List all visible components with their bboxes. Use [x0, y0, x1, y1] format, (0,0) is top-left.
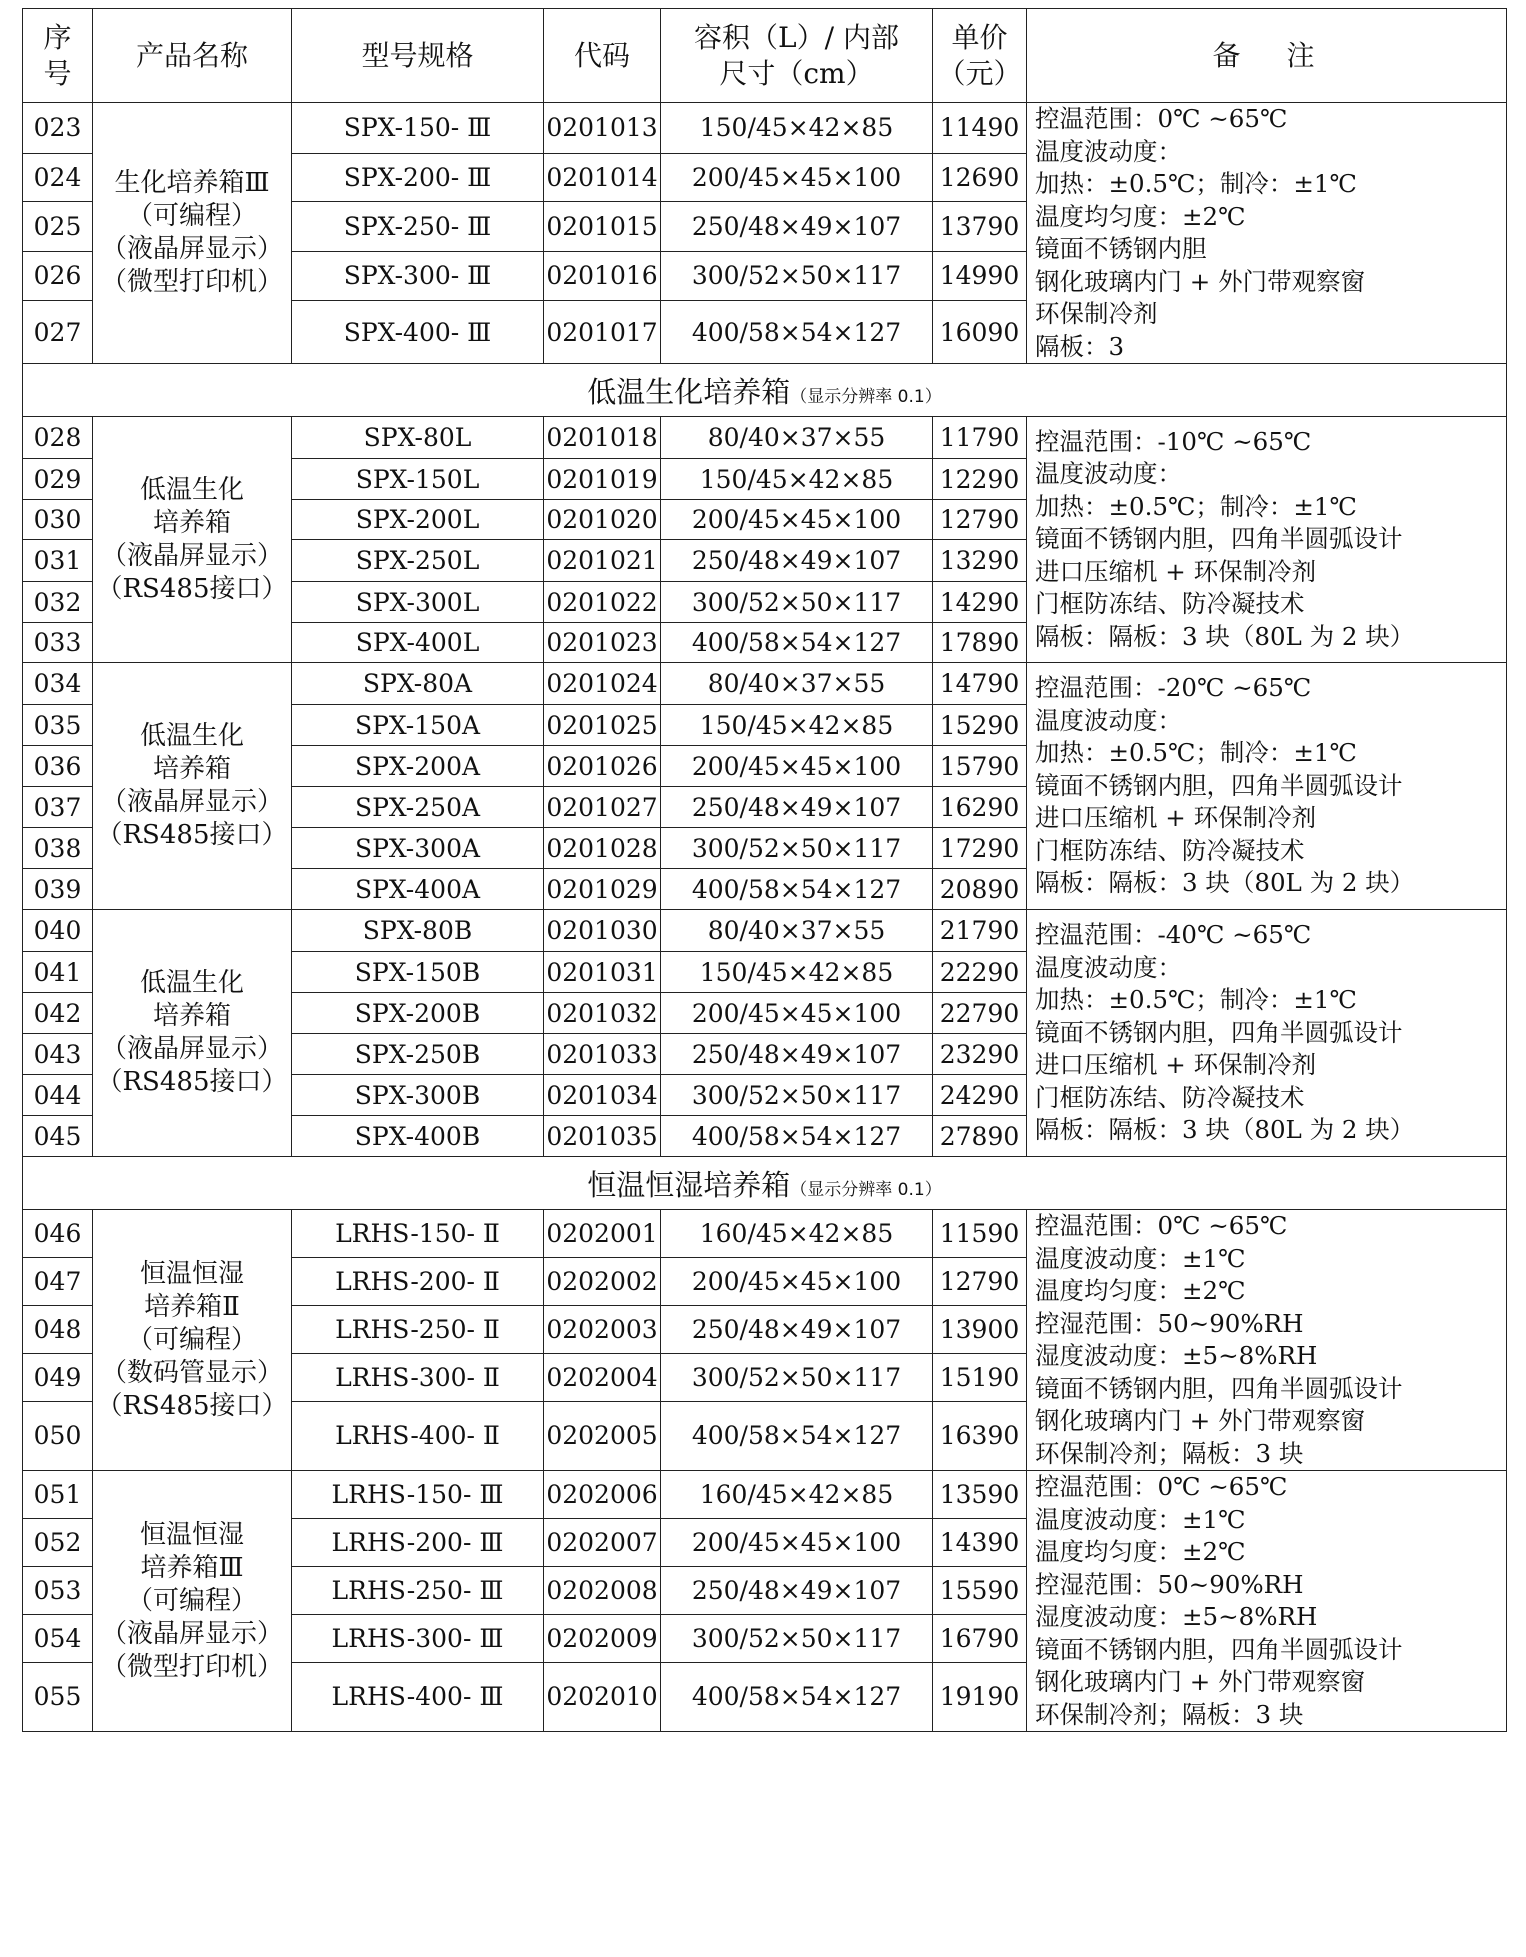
header-price-line: 单价: [951, 20, 1008, 54]
row-model: SPX-300L: [292, 582, 544, 623]
header-remark: 备注: [1027, 9, 1507, 103]
row-code: 0201026: [544, 746, 661, 787]
remark-line: 进口压缩机 + 环保制冷剂: [1035, 803, 1317, 833]
remark-cell: [1027, 417, 1507, 663]
row-capacity: 80/40×37×55: [661, 417, 933, 459]
row-model: SPX-250B: [292, 1034, 544, 1075]
remark-line: 环保制冷剂；隔板：3 块: [1035, 1699, 1304, 1729]
row-price: 14390: [933, 1518, 1027, 1566]
row-capacity: 250/48×49×107: [661, 540, 933, 582]
row-code: 0202009: [544, 1614, 661, 1662]
remark-line: 镜面不锈钢内胆，四角半圆弧设计: [1035, 1634, 1403, 1664]
row-model: LRHS-200- Ⅱ: [292, 1257, 544, 1305]
row-no: 041: [23, 952, 93, 993]
row-price: 13590: [933, 1471, 1027, 1519]
product-name-line: （微型打印机）: [100, 1651, 283, 1682]
row-code: 0202002: [544, 1257, 661, 1305]
row-price: 15290: [933, 705, 1027, 746]
row-model: LRHS-300- Ⅲ: [292, 1614, 544, 1662]
remark-line: 环保制冷剂: [1035, 299, 1158, 328]
row-no: 034: [23, 663, 93, 705]
row-price: 22790: [933, 993, 1027, 1034]
header-no-line: 序: [43, 20, 72, 54]
product-name-line: 低温生化: [139, 721, 244, 751]
row-price: 13790: [933, 202, 1027, 252]
row-model: SPX-150B: [292, 952, 544, 993]
product-name: [93, 103, 292, 364]
row-no: 023: [23, 103, 93, 154]
row-model: LRHS-300- Ⅱ: [292, 1353, 544, 1401]
table-row: [23, 417, 1507, 459]
row-no: 038: [23, 828, 93, 869]
row-no: 036: [23, 746, 93, 787]
row-model: SPX-80A: [292, 663, 544, 705]
product-name-line: 恒温恒湿: [139, 1519, 244, 1550]
remark-line: 湿度波动度：±5~8%RH: [1035, 1602, 1318, 1631]
row-model: SPX-200L: [292, 500, 544, 540]
section-title-cell: [23, 1157, 1507, 1210]
row-code: 0201019: [544, 459, 661, 500]
row-capacity: 160/45×42×85: [661, 1210, 933, 1258]
row-capacity: 150/45×42×85: [661, 459, 933, 500]
product-name-line: （数码管显示）: [100, 1357, 283, 1388]
row-capacity: 200/45×45×100: [661, 746, 933, 787]
row-model: SPX-80L: [292, 417, 544, 459]
row-capacity: 250/48×49×107: [661, 202, 933, 252]
row-model: SPX-80B: [292, 910, 544, 952]
product-name: [93, 1471, 292, 1732]
row-code: 0201014: [544, 153, 661, 201]
remark-line: 温度波动度：: [1035, 705, 1182, 735]
remark-line: 控温范围：-20℃ ~65℃: [1035, 673, 1312, 703]
row-model: SPX-400- Ⅲ: [292, 301, 544, 364]
row-capacity: 80/40×37×55: [661, 910, 933, 952]
section-title-cell: [23, 364, 1507, 417]
product-name-line: （液晶屏显示）: [100, 234, 283, 264]
remark-cell: [1027, 910, 1507, 1157]
row-model: LRHS-400- Ⅲ: [292, 1662, 544, 1731]
row-no: 046: [23, 1210, 93, 1258]
remark-line: 门框防冻结、防冷凝技术: [1035, 589, 1305, 619]
remark-line: 镜面不锈钢内胆: [1035, 234, 1207, 263]
row-price: 23290: [933, 1034, 1027, 1075]
row-price: 16790: [933, 1614, 1027, 1662]
row-price: 13290: [933, 540, 1027, 582]
remark-line: 控温范围：0℃ ~65℃: [1035, 104, 1288, 133]
row-price: 21790: [933, 910, 1027, 952]
row-no: 052: [23, 1518, 93, 1566]
product-name-line: （RS485接口）: [96, 573, 288, 604]
product-name-line: （微型打印机）: [100, 267, 283, 297]
remark-line: 钢化玻璃内门 + 外门带观察窗: [1035, 1406, 1366, 1435]
row-model: LRHS-150- Ⅲ: [292, 1471, 544, 1519]
remark-line: 隔板：3: [1035, 331, 1125, 361]
remark-line: 钢化玻璃内门 + 外门带观察窗: [1035, 1667, 1366, 1696]
remark-line: 加热：±0.5℃；制冷：±1℃: [1035, 738, 1357, 768]
row-code: 0202008: [544, 1566, 661, 1614]
row-code: 0201016: [544, 251, 661, 301]
row-code: 0202004: [544, 1353, 661, 1401]
row-price: 13900: [933, 1305, 1027, 1353]
row-price: 14990: [933, 251, 1027, 301]
row-price: 12690: [933, 153, 1027, 201]
remark-line: 镜面不锈钢内胆，四角半圆弧设计: [1035, 1017, 1403, 1047]
remark-cell: [1027, 1210, 1507, 1471]
row-price: 17290: [933, 828, 1027, 869]
row-capacity: 300/52×50×117: [661, 1614, 933, 1662]
remark-line: 镜面不锈钢内胆，四角半圆弧设计: [1035, 1373, 1403, 1403]
remark-line: 进口压缩机 + 环保制冷剂: [1035, 556, 1317, 586]
row-no: 048: [23, 1305, 93, 1353]
row-code: 0201032: [544, 993, 661, 1034]
remark-line: 隔板：隔板：3 块（80L 为 2 块）: [1035, 868, 1415, 898]
product-name-line: （液晶屏显示）: [100, 787, 283, 817]
header-code: 代码: [544, 9, 661, 103]
remark-line: 温度波动度：±1℃: [1035, 1504, 1246, 1534]
remark-line: 镜面不锈钢内胆，四角半圆弧设计: [1035, 524, 1403, 554]
row-model: SPX-250L: [292, 540, 544, 582]
row-model: SPX-400A: [292, 869, 544, 910]
header-no: [23, 9, 93, 103]
row-price: 14790: [933, 663, 1027, 705]
section-title: 低温生化培养箱: [587, 374, 791, 409]
row-model: SPX-150- Ⅲ: [292, 103, 544, 154]
row-capacity: 200/45×45×100: [661, 1518, 933, 1566]
product-name-line: 恒温恒湿: [139, 1258, 244, 1289]
row-no: 055: [23, 1662, 93, 1731]
remark-line: 环保制冷剂；隔板：3 块: [1035, 1438, 1304, 1468]
row-capacity: 250/48×49×107: [661, 1305, 933, 1353]
row-capacity: 300/52×50×117: [661, 1075, 933, 1116]
header-row: [23, 9, 1507, 103]
product-name-line: （可编程）: [126, 1324, 257, 1355]
row-no: 054: [23, 1614, 93, 1662]
row-code: 0201021: [544, 540, 661, 582]
row-model: SPX-400B: [292, 1116, 544, 1157]
product-name-line: 低温生化: [139, 474, 244, 505]
row-capacity: 150/45×42×85: [661, 705, 933, 746]
product-name-line: （液晶屏显示）: [100, 1034, 283, 1064]
row-capacity: 300/52×50×117: [661, 582, 933, 623]
row-no: 028: [23, 417, 93, 459]
row-code: 0201020: [544, 500, 661, 540]
row-capacity: 150/45×42×85: [661, 952, 933, 993]
remark-line: 温度波动度：±1℃: [1035, 1243, 1246, 1273]
product-name: [93, 1210, 292, 1471]
row-capacity: 300/52×50×117: [661, 828, 933, 869]
row-model: SPX-250- Ⅲ: [292, 202, 544, 252]
product-name: [93, 663, 292, 910]
product-name-line: （液晶屏显示）: [100, 1618, 283, 1649]
row-no: 033: [23, 623, 93, 663]
table-row: [23, 1471, 1507, 1519]
row-price: 11590: [933, 1210, 1027, 1258]
row-capacity: 200/45×45×100: [661, 1257, 933, 1305]
header-capacity-line: 尺寸（cm）: [719, 56, 874, 90]
remark-cell: [1027, 663, 1507, 910]
remark-line: 门框防冻结、防冷凝技术: [1035, 1082, 1305, 1112]
section-title: 恒温恒湿培养箱: [587, 1167, 791, 1202]
row-model: LRHS-400- Ⅱ: [292, 1401, 544, 1470]
row-code: 0201034: [544, 1075, 661, 1116]
row-model: SPX-150L: [292, 459, 544, 500]
row-no: 030: [23, 500, 93, 540]
row-code: 0201015: [544, 202, 661, 252]
remark-line: 进口压缩机 + 环保制冷剂: [1035, 1050, 1317, 1080]
table-row: [23, 103, 1507, 154]
row-price: 15590: [933, 1566, 1027, 1614]
row-code: 0201029: [544, 869, 661, 910]
product-name-line: 培养箱Ⅲ: [140, 1552, 244, 1583]
row-code: 0201025: [544, 705, 661, 746]
row-price: 15190: [933, 1353, 1027, 1401]
remark-line: 加热：±0.5℃；制冷：±1℃: [1035, 985, 1357, 1015]
row-no: 025: [23, 202, 93, 252]
row-capacity: 150/45×42×85: [661, 103, 933, 154]
remark-line: 温度均匀度：±2℃: [1035, 201, 1246, 231]
remark-line: 温度均匀度：±2℃: [1035, 1276, 1246, 1305]
row-no: 027: [23, 301, 93, 364]
row-code: 0201017: [544, 301, 661, 364]
header-price-line: （元）: [937, 56, 1022, 90]
header-name: 产品名称: [93, 9, 292, 103]
product-name-line: 培养箱: [152, 754, 231, 784]
section-note: （显示分辨率 0.1）: [790, 1179, 942, 1200]
row-capacity: 400/58×54×127: [661, 1662, 933, 1731]
product-name-line: （RS485接口）: [96, 820, 288, 850]
remark-line: 隔板：隔板：3 块（80L 为 2 块）: [1035, 621, 1415, 651]
remark-line: 加热：±0.5℃；制冷：±1℃: [1035, 169, 1357, 198]
product-name-line: （液晶屏显示）: [100, 540, 283, 571]
section-row: [23, 1157, 1507, 1210]
product-name-line: （可编程）: [126, 1585, 257, 1616]
product-name-line: 生化培养箱Ⅲ: [114, 168, 270, 198]
row-capacity: 250/48×49×107: [661, 1566, 933, 1614]
remark-line: 控湿范围：50~90%RH: [1035, 1308, 1304, 1338]
remark-line: 温度均匀度：±2℃: [1035, 1537, 1246, 1566]
row-price: 24290: [933, 1075, 1027, 1116]
row-price: 16390: [933, 1401, 1027, 1470]
remark-cell: [1027, 103, 1507, 364]
remark-line: 控温范围：-10℃ ~65℃: [1035, 426, 1312, 456]
row-code: 0201018: [544, 417, 661, 459]
row-capacity: 200/45×45×100: [661, 993, 933, 1034]
row-capacity: 400/58×54×127: [661, 869, 933, 910]
row-code: 0202006: [544, 1471, 661, 1519]
row-model: SPX-300- Ⅲ: [292, 251, 544, 301]
row-no: 026: [23, 251, 93, 301]
remark-line: 温度波动度：: [1035, 952, 1182, 982]
row-code: 0201033: [544, 1034, 661, 1075]
row-no: 040: [23, 910, 93, 952]
row-capacity: 400/58×54×127: [661, 301, 933, 364]
row-no: 042: [23, 993, 93, 1034]
row-code: 0202010: [544, 1662, 661, 1731]
row-model: SPX-300B: [292, 1075, 544, 1116]
row-code: 0202005: [544, 1401, 661, 1470]
row-capacity: 300/52×50×117: [661, 251, 933, 301]
row-price: 16290: [933, 787, 1027, 828]
row-model: SPX-150A: [292, 705, 544, 746]
row-model: SPX-400L: [292, 623, 544, 663]
row-price: 11790: [933, 417, 1027, 459]
row-model: LRHS-250- Ⅲ: [292, 1566, 544, 1614]
section-row: [23, 364, 1507, 417]
row-no: 053: [23, 1566, 93, 1614]
row-capacity: 200/45×45×100: [661, 153, 933, 201]
row-capacity: 160/45×42×85: [661, 1471, 933, 1519]
row-price: 12290: [933, 459, 1027, 500]
row-no: 043: [23, 1034, 93, 1075]
product-name-line: 培养箱: [152, 507, 231, 538]
row-model: LRHS-150- Ⅱ: [292, 1210, 544, 1258]
header-no-line: 号: [43, 56, 72, 90]
row-capacity: 250/48×49×107: [661, 1034, 933, 1075]
row-price: 17890: [933, 623, 1027, 663]
row-code: 0201024: [544, 663, 661, 705]
row-model: LRHS-250- Ⅱ: [292, 1305, 544, 1353]
product-name-line: 培养箱: [152, 1001, 231, 1031]
remark-line: 温度波动度：: [1035, 136, 1182, 166]
row-no: 031: [23, 540, 93, 582]
table-row: [23, 1210, 1507, 1258]
remark-line: 湿度波动度：±5~8%RH: [1035, 1341, 1318, 1370]
row-capacity: 80/40×37×55: [661, 663, 933, 705]
row-price: 15790: [933, 746, 1027, 787]
row-code: 0201031: [544, 952, 661, 993]
row-code: 0201027: [544, 787, 661, 828]
price-table: [22, 8, 1507, 1732]
row-no: 047: [23, 1257, 93, 1305]
row-price: 12790: [933, 500, 1027, 540]
header-capacity-line: 容积（L）/ 内部: [694, 20, 899, 54]
row-code: 0202001: [544, 1210, 661, 1258]
row-price: 16090: [933, 301, 1027, 364]
row-no: 039: [23, 869, 93, 910]
product-name-line: 低温生化: [139, 968, 244, 998]
row-capacity: 400/58×54×127: [661, 1401, 933, 1470]
remark-line: 控温范围：0℃ ~65℃: [1035, 1472, 1288, 1501]
remark-line: 钢化玻璃内门 + 外门带观察窗: [1035, 266, 1366, 296]
row-price: 11490: [933, 103, 1027, 154]
row-capacity: 300/52×50×117: [661, 1353, 933, 1401]
row-no: 049: [23, 1353, 93, 1401]
row-model: SPX-250A: [292, 787, 544, 828]
remark-line: 门框防冻结、防冷凝技术: [1035, 835, 1305, 865]
remark-line: 控湿范围：50~90%RH: [1035, 1569, 1304, 1599]
row-no: 050: [23, 1401, 93, 1470]
remark-line: 控温范围：0℃ ~65℃: [1035, 1211, 1288, 1240]
row-price: 22290: [933, 952, 1027, 993]
row-price: 27890: [933, 1116, 1027, 1157]
row-code: 0202007: [544, 1518, 661, 1566]
header-model: 型号规格: [292, 9, 544, 103]
product-name-line: （RS485接口）: [96, 1390, 288, 1421]
row-no: 037: [23, 787, 93, 828]
row-capacity: 400/58×54×127: [661, 1116, 933, 1157]
row-capacity: 250/48×49×107: [661, 787, 933, 828]
row-model: SPX-200A: [292, 746, 544, 787]
row-no: 051: [23, 1471, 93, 1519]
row-model: LRHS-200- Ⅲ: [292, 1518, 544, 1566]
row-code: 0202003: [544, 1305, 661, 1353]
row-no: 044: [23, 1075, 93, 1116]
product-name: [93, 910, 292, 1157]
row-no: 032: [23, 582, 93, 623]
header-capacity: [661, 9, 933, 103]
row-capacity: 400/58×54×127: [661, 623, 933, 663]
remark-line: 温度波动度：: [1035, 459, 1182, 489]
row-price: 20890: [933, 869, 1027, 910]
row-model: SPX-200- Ⅲ: [292, 153, 544, 201]
remark-cell: [1027, 1471, 1507, 1732]
remark-line: 控温范围：-40℃ ~65℃: [1035, 920, 1312, 950]
table-row: [23, 910, 1507, 952]
product-name-line: 培养箱Ⅱ: [144, 1291, 240, 1322]
row-capacity: 200/45×45×100: [661, 500, 933, 540]
product-name: [93, 417, 292, 663]
row-no: 045: [23, 1116, 93, 1157]
row-price: 19190: [933, 1662, 1027, 1731]
header-price: [933, 9, 1027, 103]
section-note: （显示分辨率 0.1）: [790, 386, 942, 407]
row-price: 14290: [933, 582, 1027, 623]
row-code: 0201030: [544, 910, 661, 952]
row-code: 0201022: [544, 582, 661, 623]
table-row: [23, 663, 1507, 705]
row-no: 024: [23, 153, 93, 201]
row-code: 0201035: [544, 1116, 661, 1157]
remark-line: 隔板：隔板：3 块（80L 为 2 块）: [1035, 1115, 1415, 1145]
row-no: 029: [23, 459, 93, 500]
row-code: 0201028: [544, 828, 661, 869]
row-code: 0201013: [544, 103, 661, 154]
row-price: 12790: [933, 1257, 1027, 1305]
row-model: SPX-300A: [292, 828, 544, 869]
row-model: SPX-200B: [292, 993, 544, 1034]
product-name-line: （RS485接口）: [96, 1067, 288, 1097]
remark-line: 加热：±0.5℃；制冷：±1℃: [1035, 491, 1357, 521]
table-body: [23, 103, 1507, 1732]
row-no: 035: [23, 705, 93, 746]
remark-line: 镜面不锈钢内胆，四角半圆弧设计: [1035, 770, 1403, 800]
row-code: 0201023: [544, 623, 661, 663]
product-name-line: （可编程）: [126, 201, 257, 231]
